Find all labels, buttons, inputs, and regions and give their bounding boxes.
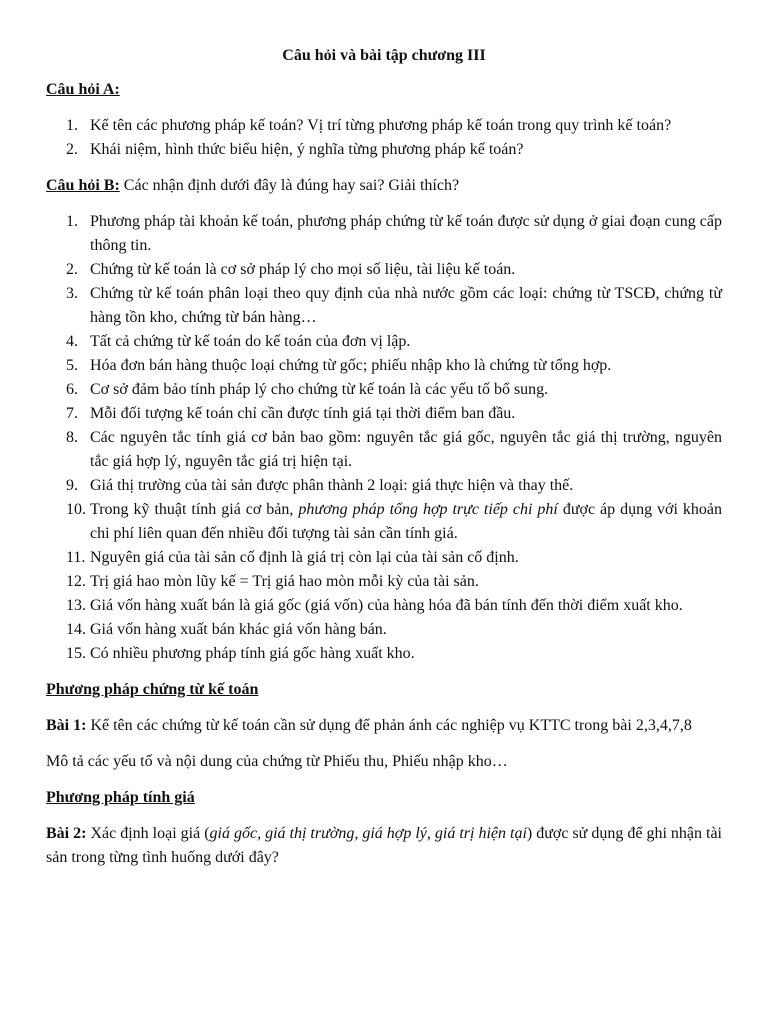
- list-item-number: 6.: [66, 381, 78, 398]
- list-item-number: 15.: [66, 645, 86, 662]
- exercise-2-text-italic: giá gốc, giá thị trường, giá hợp lý, giá trị hiện tại: [209, 825, 527, 842]
- list-item: [46, 570, 722, 594]
- list-item-text: Tất cả chứng từ kế toán do kế toán của đơn vị lập.: [90, 333, 411, 350]
- list-item-number: 2.: [66, 141, 78, 158]
- list-item-number: 7.: [66, 405, 78, 422]
- list-item-text: Chứng từ kế toán phân loại theo quy định của nhà nước gồm các loại: chứng từ TSCĐ, chứng từ hàng tồn kho, chứng từ bán hàng…: [90, 285, 722, 326]
- exercise-1-text: Kể tên các chứng từ kế toán cần sử dụng để phản ánh các nghiệp vụ KTTC trong bài 2,3,4,7,8: [86, 717, 692, 734]
- list-item-number: 1.: [66, 213, 78, 230]
- section-b-intro: Các nhận định dưới đây là đúng hay sai? Giải thích?: [119, 177, 460, 194]
- section-2-heading-text: Phương pháp tính giá: [46, 789, 195, 806]
- list-item-text: Có nhiều phương pháp tính giá gốc hàng xuất kho.: [90, 645, 415, 662]
- section-1-heading-text: Phương pháp chứng từ kế toán: [46, 681, 259, 698]
- list-item: [46, 210, 722, 258]
- section-a-heading: [46, 78, 722, 102]
- list-item: [46, 474, 722, 498]
- list-item-number: 2.: [66, 261, 78, 278]
- list-item-number: 9.: [66, 477, 78, 494]
- exercise-2-text-post: ) được sử dụng để ghi nhận tài sản trong từng tình huống dưới đây?: [46, 825, 722, 866]
- list-item-number: 12.: [66, 573, 86, 590]
- section-b-list: [46, 210, 722, 666]
- list-item: [46, 498, 722, 546]
- list-item-number: 8.: [66, 429, 78, 446]
- exercise-1-description: Mô tả các yếu tố và nội dung của chứng từ Phiếu thu, Phiếu nhập kho…: [46, 753, 508, 770]
- list-item-number: 1.: [66, 117, 78, 134]
- list-item: [46, 258, 722, 282]
- list-item-number: 11.: [66, 549, 86, 566]
- list-item-text-post: được áp dụng với khoản chi phí liên quan đến nhiều đối tượng tài sản cần tính giá.: [90, 501, 723, 542]
- exercise-2: [46, 822, 722, 870]
- list-item: [46, 618, 722, 642]
- list-item-text: Giá vốn hàng xuất bán khác giá vốn hàng bán.: [90, 621, 387, 638]
- list-item-text-italic: phương pháp tổng hợp trực tiếp chi phí: [298, 501, 558, 518]
- list-item: [46, 378, 722, 402]
- exercise-2-text-pre: Xác định loại giá (: [86, 825, 210, 842]
- list-item: [46, 594, 722, 618]
- list-item-text: Giá thị trường của tài sản được phân thành 2 loại: giá thực hiện và thay thế.: [90, 477, 574, 494]
- list-item-number: 14.: [66, 621, 86, 638]
- section-a-label: Câu hỏi A:: [46, 81, 120, 98]
- list-item: [46, 114, 722, 138]
- list-item: [46, 642, 722, 666]
- list-item: [46, 282, 722, 330]
- list-item: [46, 402, 722, 426]
- list-item-text: Chứng từ kế toán là cơ sở pháp lý cho mọi số liệu, tài liệu kế toán.: [90, 261, 516, 278]
- section-b-label: Câu hỏi B:: [46, 177, 120, 194]
- list-item-number: 10.: [66, 501, 86, 518]
- list-item-text: Hóa đơn bán hàng thuộc loại chứng từ gốc; phiếu nhập kho là chứng từ tổng hợp.: [90, 357, 612, 374]
- list-item: [46, 354, 722, 378]
- exercise-1-label: Bài 1:: [46, 717, 87, 734]
- list-item-text: Cơ sở đảm bảo tính pháp lý cho chứng từ kế toán là các yếu tố bổ sung.: [90, 381, 549, 398]
- section-b-heading: [46, 174, 722, 198]
- list-item-number: 5.: [66, 357, 78, 374]
- section-1-heading: [46, 678, 722, 702]
- list-item-number: 4.: [66, 333, 78, 350]
- list-item-text: Giá vốn hàng xuất bán là giá gốc (giá vốn) của hàng hóa đã bán tính đến thời điểm xuất kho.: [90, 597, 683, 614]
- exercise-2-label: Bài 2:: [46, 825, 87, 842]
- list-item-text: Mỗi đối tượng kế toán chỉ cần được tính giá tại thời điểm ban đầu.: [90, 405, 516, 422]
- list-item: [46, 138, 722, 162]
- list-item: [46, 546, 722, 570]
- section-a-list: [46, 114, 722, 162]
- list-item-text: Kể tên các phương pháp kế toán? Vị trí từng phương pháp kế toán trong quy trình kế toán?: [90, 117, 672, 134]
- exercise-1: [46, 714, 722, 738]
- list-item-text: Các nguyên tắc tính giá cơ bản bao gồm: nguyên tắc giá gốc, nguyên tắc giá thị trường, nguyên tắc giá hợp lý, nguyên tắc giá trị hiện tại.: [90, 429, 722, 470]
- page-title: Câu hỏi và bài tập chương III: [282, 47, 486, 64]
- list-item: [46, 426, 722, 474]
- list-item-number: 13.: [66, 597, 86, 614]
- section-2-heading: [46, 786, 722, 810]
- list-item-text-pre: Trong kỹ thuật tính giá cơ bản,: [90, 501, 299, 518]
- list-item-text: Phương pháp tài khoản kế toán, phương pháp chứng từ kế toán được sử dụng ở giai đoạn cung cấp thông tin.: [90, 213, 722, 254]
- list-item-text: Khái niệm, hình thức biểu hiện, ý nghĩa từng phương pháp kế toán?: [90, 141, 524, 158]
- list-item-text: Nguyên giá của tài sản cố định là giá trị còn lại của tài sản cố định.: [90, 549, 519, 566]
- list-item-number: 3.: [66, 285, 78, 302]
- list-item: [46, 330, 722, 354]
- list-item-text: Trị giá hao mòn lũy kế = Trị giá hao mòn mỗi kỳ của tài sản.: [90, 573, 479, 590]
